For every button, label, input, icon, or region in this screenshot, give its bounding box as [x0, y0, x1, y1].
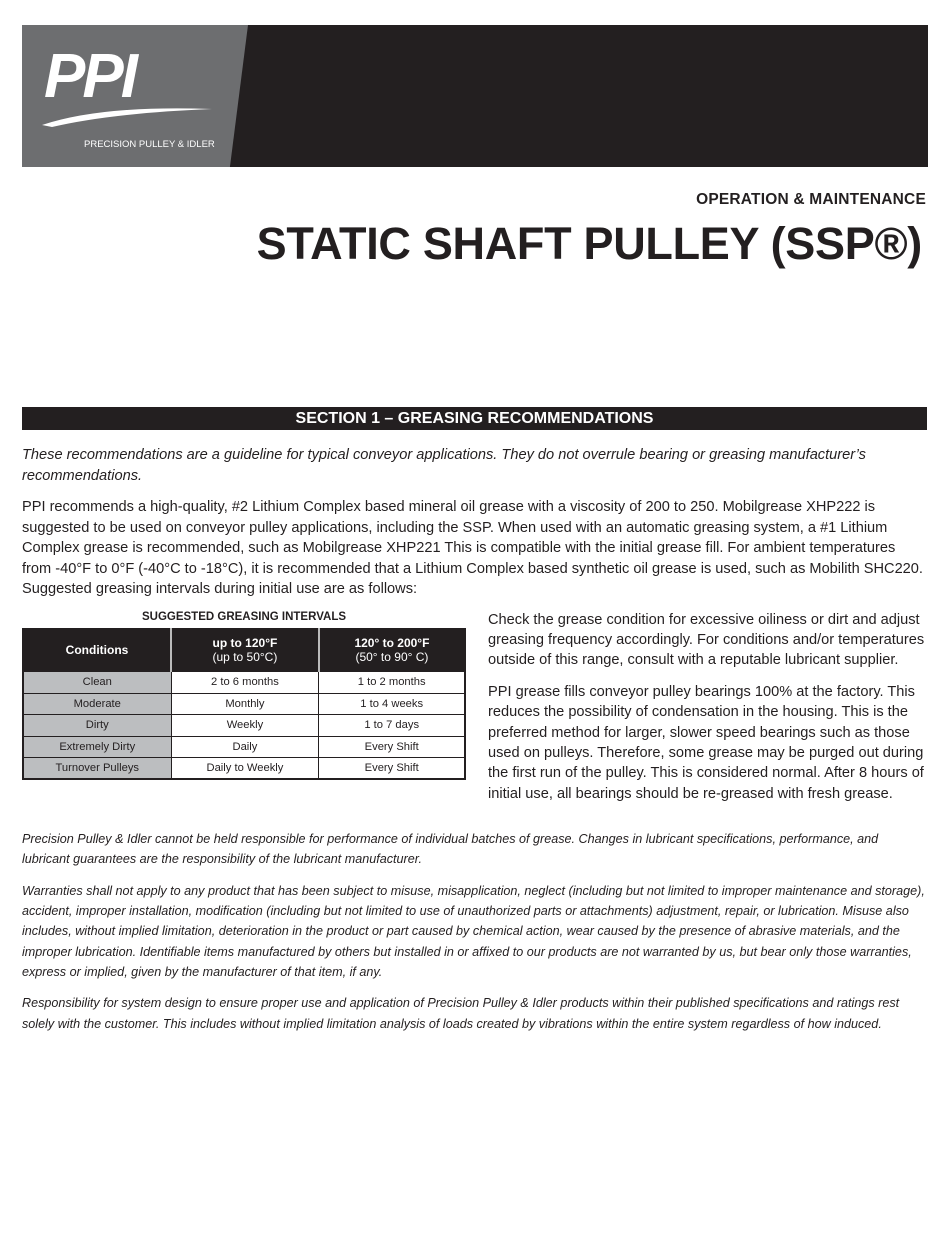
disclaimers	[22, 829, 928, 1034]
table-row	[23, 715, 465, 737]
table-column	[22, 610, 466, 781]
grease-condition-paragraph: Check the grease condition for excessive oiliness or dirt and adjust greasing frequency accordingly. For conditions and/or temperatures outside of this range, consult with a reputable lubricant supplier.	[488, 611, 925, 669]
cell: Extremely Dirty	[23, 736, 171, 758]
svg-text:PPI: PPI	[44, 42, 135, 111]
table-row	[23, 672, 465, 694]
right-column	[488, 610, 928, 816]
cell: 1 to 7 days	[319, 715, 465, 737]
ppi-logo	[22, 25, 248, 167]
table-row	[23, 736, 465, 758]
section-heading: SECTION 1 – GREASING RECOMMENDATIONS	[22, 407, 927, 430]
greasing-intervals-table	[22, 628, 466, 781]
two-column-area	[22, 610, 928, 816]
table-header-row	[23, 629, 465, 672]
cell: 1 to 4 weeks	[319, 693, 465, 715]
cell: Every Shift	[319, 736, 465, 758]
cell: Dirty	[23, 715, 171, 737]
svg-text:PRECISION PULLEY & IDLER: PRECISION PULLEY & IDLER	[84, 139, 215, 150]
cell: 2 to 6 months	[171, 672, 319, 694]
disclaimer-responsibility: Responsibility for system design to ensure proper use and application of Precision Pulley & Idler products within their published specifications and ratings rest solely with the customer. This includes without implied limitation analysis of loads created by vibrations within the entire system regardless of how induced.	[22, 996, 900, 1031]
table-row	[23, 693, 465, 715]
ppi-logo-icon	[22, 25, 248, 167]
cell: Daily to Weekly	[171, 758, 319, 780]
cell: Moderate	[23, 693, 171, 715]
recommendation-paragraph: PPI recommends a high-quality, #2 Lithium Complex based mineral oil grease with a viscosity of 200 to 250. Mobilgrease XHP222 is suggested to be used on conveyor pulley applications, including the SSP. When used with an automatic greasing system, a #1 Lithium Complex grease is recommended, such as Mobilgrease XHP221 This is compatible with the initial grease fill. For ambient temperatures from -40°F to 0°F (-40°C to -18°C), it is recommended that a Lithium Complex based synthetic oil grease is used, such as Mobilith SHC220. Suggested greasing intervals during initial use are as follows:	[22, 499, 923, 597]
disclaimer-warranty: Warranties shall not apply to any product that has been subject to misuse, misapplication, neglect (including but not limited to improper maintenance and storage), accident, improper installation, modification (including but not limited to use of unauthorized parts or attachments) adjustment, repair, or lubrication. Misuse also includes, without implied limitation, deterioration in the product or part caused by chemical action, wear caused by the presence of abrasive materials, and the improper lubrication. Identifiable items manufactured by others but installed in or affixed to our products are not warranted by us, but bear only those warranties, express or implied, given by the manufacturer of that item, if any.	[22, 883, 925, 979]
cell: Daily	[171, 736, 319, 758]
disclaimer-grease: Precision Pulley & Idler cannot be held responsible for performance of individual batches of grease. Changes in lubricant specifications, performance, and lubricant guarantees are the responsibility of the lubricant manufacturer.	[22, 832, 879, 867]
cell: 1 to 2 months	[319, 672, 465, 694]
cell: Weekly	[171, 715, 319, 737]
intro-text: These recommendations are a guideline for typical conveyor applications. They do not overrule bearing or greasing manufacturer’s recommendations.	[22, 447, 866, 484]
cell: Turnover Pulleys	[23, 758, 171, 780]
header-banner	[22, 25, 928, 167]
doc-category: OPERATION & MAINTENANCE	[696, 191, 926, 208]
section-content	[22, 445, 928, 1045]
header-conditions: Conditions	[23, 629, 171, 672]
cell: Clean	[23, 672, 171, 694]
page-title: STATIC SHAFT PULLEY (SSP®)	[256, 218, 922, 269]
factory-fill-paragraph: PPI grease fills conveyor pulley bearings 100% at the factory. This reduces the possibility of condensation in the housing. This is the preferred method for larger, slower speed bearings such as those used on pulleys. Therefore, some grease may be purged out during the first run of the pulley. This is considered normal. After 8 hours of initial use, all bearings should be re-greased with fresh grease.	[488, 683, 924, 802]
cell: Every Shift	[319, 758, 465, 780]
header-up-to-120: up to 120°F (up to 50°C)	[171, 629, 319, 672]
table-row	[23, 758, 465, 780]
header-120-to-200: 120° to 200°F (50° to 90° C)	[319, 629, 465, 672]
cell: Monthly	[171, 693, 319, 715]
table-caption: SUGGESTED GREASING INTERVALS	[141, 610, 347, 623]
